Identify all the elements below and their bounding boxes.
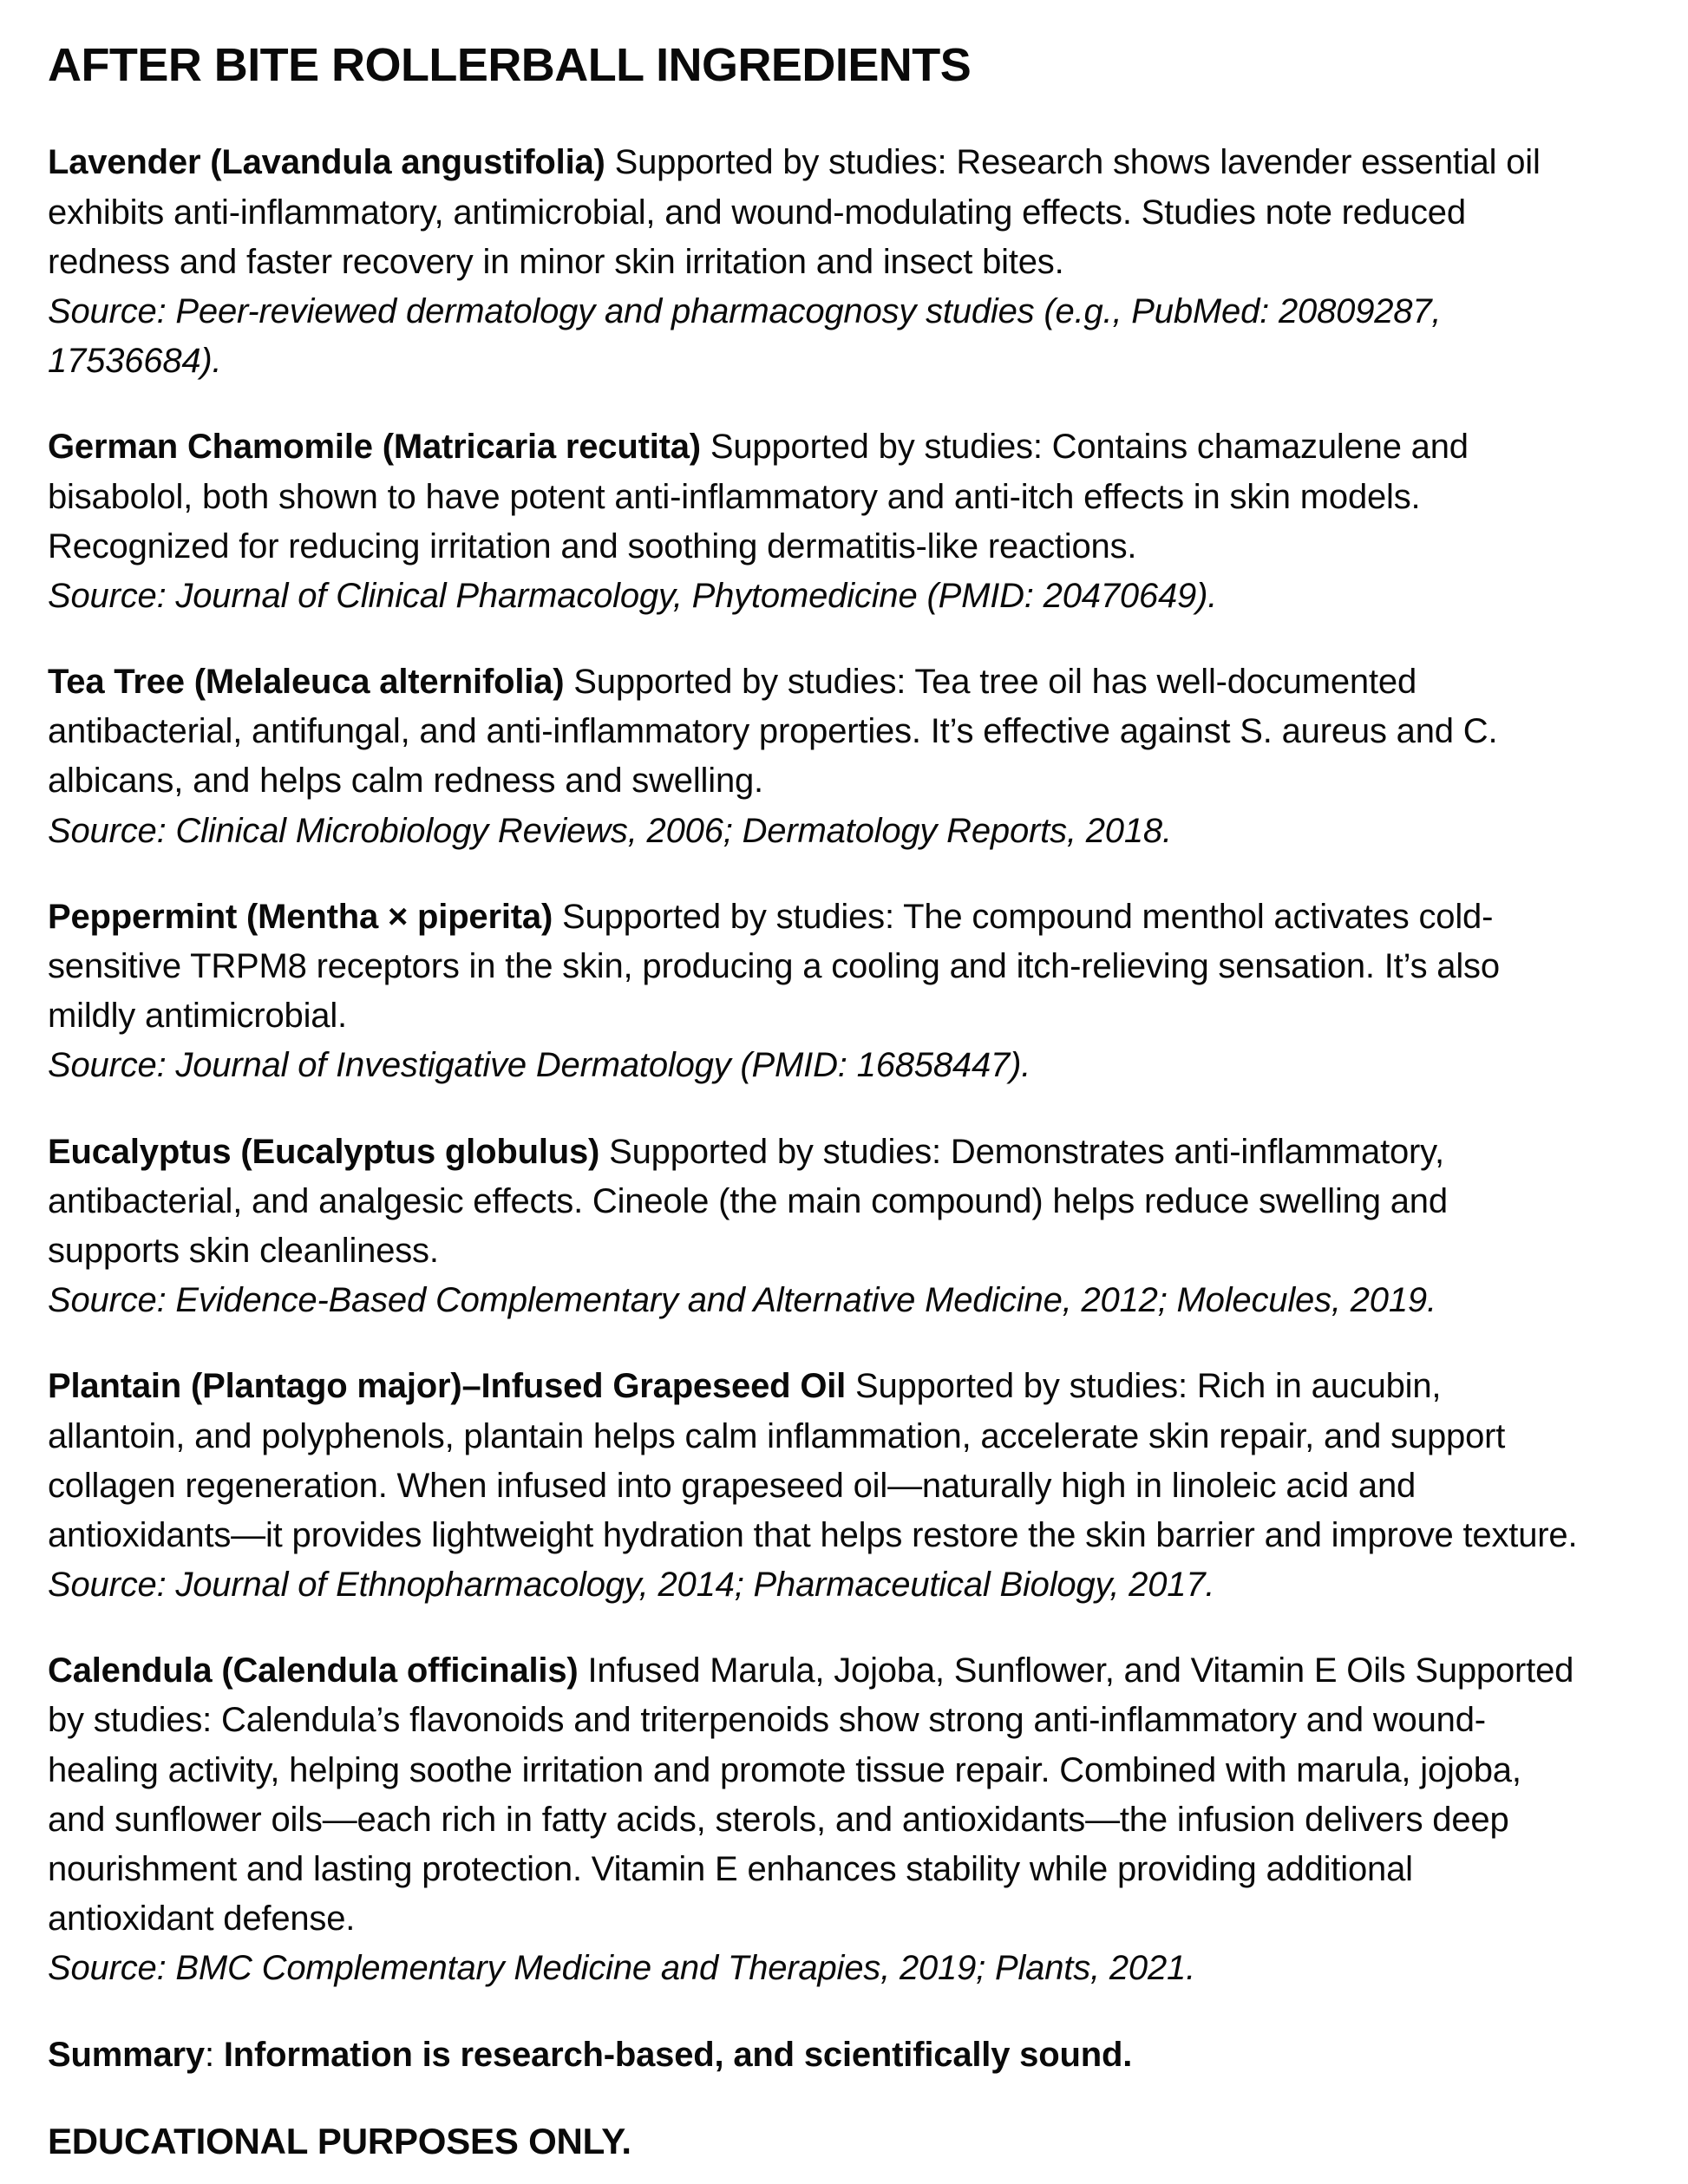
ingredient-heading: Plantain (Plantago major)–Infused Grapeseed Oil: [48, 1367, 847, 1406]
ingredient-heading: Tea Tree (Melaleuca alternifolia): [48, 663, 565, 702]
ingredient-source: Source: Journal of Investigative Dermatology (PMID: 16858447).: [48, 1046, 1031, 1085]
ingredient-body: Supported by studies: Demonstrates anti-inflammatory, antibacterial, and analgesic effects. Cineole (the main compound) helps reduce swelling and supports skin cleanliness.: [48, 1132, 1448, 1270]
ingredient-heading: Peppermint (Mentha × piperita): [48, 897, 553, 936]
ingredient-body: Supported by studies: Research shows lavender essential oil exhibits anti-inflammatory, antimicrobial, and wound-modulating effects. Studies note reduced redness and faster recovery in minor skin irritation and insect bites.: [48, 143, 1541, 281]
ingredient-body: Infused Marula, Jojoba, Sunflower, and Vitamin E Oils Supported by studies: Calendula’s flavonoids and triterpenoids show strong anti-inflammatory and wound-healing activity, helping soothe irritation and promote tissue repair. Combined with marula, jojoba, and sunflower oils—each rich in fatty acids, sterols, and antioxidants—the infusion delivers deep nourishment and lasting protection. Vitamin E enhances stability while providing additional antioxidant defense.: [48, 1651, 1574, 1939]
ingredient-paragraph-eucalyptus: [48, 1128, 1583, 1326]
ingredient-heading: Lavender (Lavandula angustifolia): [48, 143, 605, 182]
ingredient-source: Source: Journal of Clinical Pharmacology, Phytomedicine (PMID: 20470649).: [48, 576, 1218, 615]
ingredient-source: Source: Clinical Microbiology Reviews, 2006; Dermatology Reports, 2018.: [48, 811, 1172, 850]
ingredient-heading: Calendula (Calendula officinalis): [48, 1651, 579, 1690]
summary-text: Information is research-based, and scientifically sound.: [223, 2035, 1133, 2074]
summary-separator: :: [204, 2035, 224, 2074]
ingredient-source: Source: Peer-reviewed dermatology and pharmacognosy studies (e.g., PubMed: 20809287, 17536684).: [48, 291, 1442, 381]
ingredient-heading: German Chamomile (Matricaria recutita): [48, 428, 701, 467]
ingredient-body: Supported by studies: Tea tree oil has well-documented antibacterial, antifungal, and anti-inflammatory properties. It’s effective against S. aureus and C. albicans, and helps calm redness and swelling.: [48, 663, 1498, 801]
page-title: AFTER BITE ROLLERBALL INGREDIENTS: [48, 39, 972, 91]
ingredient-paragraph-calendula: [48, 1646, 1583, 1993]
ingredient-paragraph-plantain: [48, 1362, 1583, 1610]
ingredient-source: Source: Journal of Ethnopharmacology, 2014; Pharmaceutical Biology, 2017.: [48, 1566, 1215, 1605]
ingredient-paragraph-lavender: [48, 138, 1583, 386]
disclaimer-line: EDUCATIONAL PURPOSES ONLY.: [48, 2120, 631, 2161]
ingredient-paragraph-tea-tree: [48, 657, 1583, 856]
ingredient-heading: Eucalyptus (Eucalyptus globulus): [48, 1132, 600, 1171]
ingredient-body: Supported by studies: The compound menthol activates cold-sensitive TRPM8 receptors in the skin, producing a cooling and itch-relieving sensation. It’s also mildly antimicrobial.: [48, 897, 1500, 1036]
ingredient-source: Source: Evidence-Based Complementary and Alternative Medicine, 2012; Molecules, 2019.: [48, 1281, 1436, 1320]
ingredient-body: Supported by studies: Rich in aucubin, allantoin, and polyphenols, plantain helps calm inflammation, accelerate skin repair, and support collagen regeneration. When infused into grapeseed oil—naturally high in linoleic acid and antioxidants—it provides lightweight hydration that helps restore the skin barrier and improve texture.: [48, 1367, 1578, 1554]
ingredient-paragraph-peppermint: [48, 893, 1583, 1091]
summary-line: [48, 2030, 1583, 2080]
summary-label: Summary: [48, 2035, 205, 2074]
ingredient-body: Supported by studies: Contains chamazulene and bisabolol, both shown to have potent anti-inflammatory and anti-itch effects in skin models. Recognized for reducing irritation and soothing dermatitis-like reactions.: [48, 428, 1469, 566]
ingredient-source: Source: BMC Complementary Medicine and Therapies, 2019; Plants, 2021.: [48, 1949, 1196, 1988]
ingredient-paragraph-chamomile: [48, 422, 1583, 621]
